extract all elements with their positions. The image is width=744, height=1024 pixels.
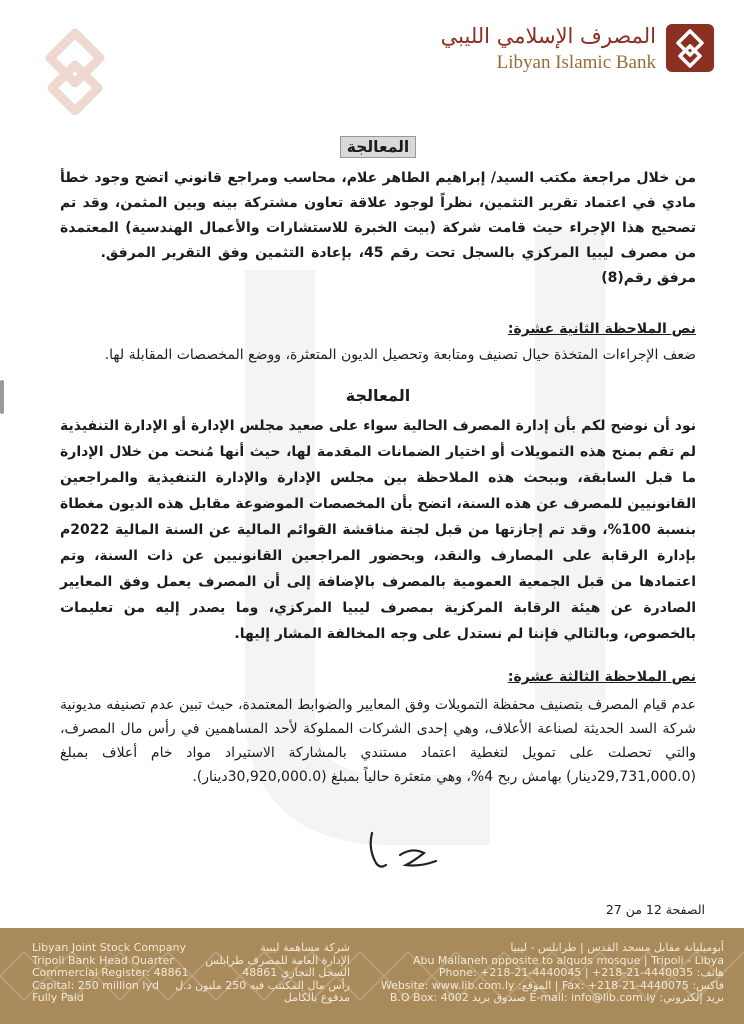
attachment-ref: مرفق رقم(8) xyxy=(601,270,696,286)
bank-name-ar: المصرف الإسلامي الليبي xyxy=(440,24,656,48)
signature xyxy=(350,825,460,875)
footer-contact: أبوميليانة مقابل مسجد القدس | طرابلس - ليبيا Abu Malianeh opposite to alquds mosque | Tripoli - Libya هاتف: Phone: +218-21-4440045 | +218-21-4440035 فاكس: Fax: +218-21-4440075 | الموقع: Website: www.lib.com.ly بريد إلكتروني: E-mail: info@lib.com.ly صندوق بريد B.O Box: 4002 xyxy=(380,941,724,1004)
note-title: نص الملاحظة الثانية عشرة: xyxy=(507,321,696,337)
footer-company-en: Libyan Joint Stock Company Tripoli Bank Head Quarter Commercial Register: 48861 Capital: 250 million lyd Fully Paid xyxy=(32,941,189,1004)
letter-body xyxy=(60,138,696,789)
note-title: نص الملاحظة الثالثة عشرة: xyxy=(507,669,696,685)
page-number: الصفحة 12 من 27 xyxy=(605,902,705,917)
section-heading: المعالجة xyxy=(60,138,696,156)
paragraph: نود أن نوضح لكم بأن إدارة المصرف الحالية سواء على صعيد مجلس الإدارة أو الإدارة التنفيذية لم تقم بمنح هذه التمويلات أو اختيار الضمانات المقدمة لها، حيث أنها مُنحت من خلال الإدارة ما قبل السابقة، وببحث هذه الملاحظة بين مجلس الإدارة والإدارة التنفيذية والمراجعين القانونيين للمصرف عن هذه السنة، اتضح بأن المخصصات الموضوعة مقابل هذه الديون مغطاة بنسبة 100%، وقد تم إجازتها من قبل لجنة مناقشة القوائم المالية عن السنة المالية 2022م بإدارة الرقابة على المصارف والنقد، وبحضور المراجعين القانونيين عن ذات السنة، وتم اعتمادها من قبل الجمعية العمومية بالمصرف بالإضافة إلى أن المصرف يعمل وفق المعايير الصادرة عن هيئة الرقابة المركزية بمصرف ليبيا المركزي، وما يصدر إليه من تعليمات بالخصوص، وبالتالي فإننا لم نستدل على وجه المخالفة المشار إليها. xyxy=(60,418,696,642)
footer-company-ar: شركة مساهمة ليبية الإدارة العامة للمصرف طرابلس السجل التجاري 48861 رأس مال المكتتب فيه 250 مليون د.ل مدفوع بالكامل xyxy=(175,941,350,1004)
scroll-indicator xyxy=(0,380,4,414)
section-heading: المعالجة xyxy=(345,386,411,405)
paragraph: من خلال مراجعة مكتب السيد/ إبراهيم الطاهر علام، محاسب ومراجع قانوني اتضح وجود خطأ مادي في اعتماد تقرير التثمين، نظراً لوجود علاقة تعاون مشتركة بينه وبين المثمن، وقد تم تصحيح هذا الإجراء حيث قامت شركة (بيت الخبرة للاستشارات والأعمال الهندسية) المعتمدة من مصرف ليبيا المركزي بالسجل تحت رقم 45، بإعادة التثمين وفق التقرير المرفق. مرفق رقم(8) xyxy=(60,170,696,286)
letterhead xyxy=(414,22,714,84)
note-text: عدم قيام المصرف بتصنيف محفظة التمويلات وفق المعايير والضوابط المعتمدة، حيث تبين عدم تصنيفه مديونية شركة السد الحديثة لصناعة الأعلاف، وهي إحدى الشركات المملوكة لأحد المساهمين في رأس مال المصرف، والتي تحصلت على تمويل لتغطية اعتماد مستندي بالمشاركة الاستيراد مواد خام أعلاف بمبلغ (29,731,000.0دينار) بهامش ربح 4%، وهي متعثرة حالياً بمبلغ (30,920,000.0دينار). xyxy=(60,697,696,785)
footer xyxy=(0,928,744,1024)
bank-logo-icon xyxy=(666,24,714,72)
note-text: ضعف الإجراءات المتخذة حيال تصنيف ومتابعة وتحصيل الديون المتعثرة، ووضع المخصصات المقابلة لها. xyxy=(104,347,696,363)
bank-name-en: Libyan Islamic Bank xyxy=(496,52,656,73)
logo-watermark-icon xyxy=(40,25,110,115)
